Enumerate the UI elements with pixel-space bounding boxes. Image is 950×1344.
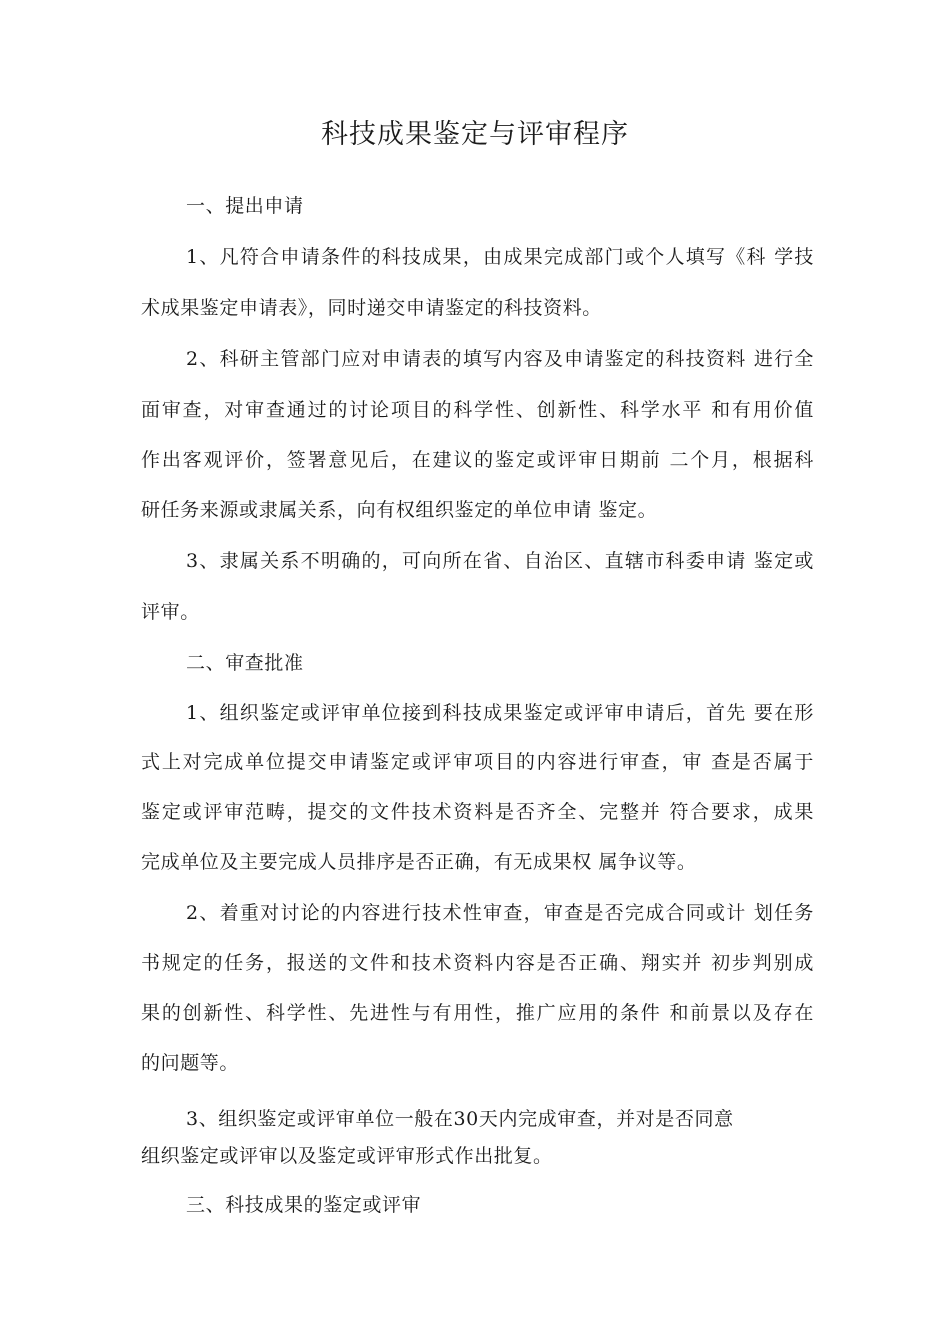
paragraph-line: 的问题等。 [141, 1052, 240, 1074]
section-heading: 一、提出申请 [186, 195, 304, 217]
paragraph-line: 完成单位及主要完成人员排序是否正确，有无成果权 属争议等。 [141, 851, 697, 873]
paragraph-line: 组织鉴定或评审以及鉴定或评审形式作出批复。 [141, 1145, 553, 1167]
paragraph-line: 评审。 [141, 601, 200, 623]
paragraph-line: 1、组织鉴定或评审单位接到科技成果鉴定或评审申请后，首先 要在形 [186, 702, 814, 724]
paragraph-line: 3、隶属关系不明确的，可向所在省、自治区、直辖市科委申请 鉴定或 [186, 550, 814, 572]
section-heading: 二、审查批准 [186, 652, 304, 674]
paragraph-line: 作出客观评价，签署意见后，在建议的鉴定或评审日期前 二个月，根据科 [141, 449, 814, 471]
paragraph-line: 研任务来源或隶属关系，向有权组织鉴定的单位申请 鉴定。 [141, 499, 658, 521]
paragraph-line: 术成果鉴定申请表》，同时递交申请鉴定的科技资料。 [141, 297, 602, 319]
paragraph-line: 鉴定或评审范畴，提交的文件技术资料是否齐全、完整并 符合要求，成果 [141, 801, 814, 823]
paragraph-line: 2、科研主管部门应对申请表的填写内容及申请鉴定的科技资料 进行全 [186, 348, 814, 370]
page-title: 科技成果鉴定与评审程序 [321, 119, 629, 150]
paragraph-line: 式上对完成单位提交申请鉴定或评审项目的内容进行审查，审 查是否属于 [141, 751, 814, 773]
paragraph-line: 果的创新性、科学性、先进性与有用性，推广应用的条件 和前景以及存在 [141, 1002, 814, 1024]
section-heading: 三、科技成果的鉴定或评审 [186, 1194, 422, 1216]
paragraph-line: 书规定的任务，报送的文件和技术资料内容是否正确、翔实并 初步判别成 [141, 952, 814, 974]
paragraph-line: 1、凡符合申请条件的科技成果，由成果完成部门或个人填写《科 学技 [186, 246, 814, 268]
paragraph-line: 2、着重对讨论的内容进行技术性审查，审查是否完成合同或计 划任务 [186, 902, 814, 924]
paragraph-line: 面审查，对审查通过的讨论项目的科学性、创新性、科学水平 和有用价值 [141, 399, 814, 421]
paragraph-line: 3、组织鉴定或评审单位一般在30天内完成审查，并对是否同意 [186, 1108, 734, 1130]
